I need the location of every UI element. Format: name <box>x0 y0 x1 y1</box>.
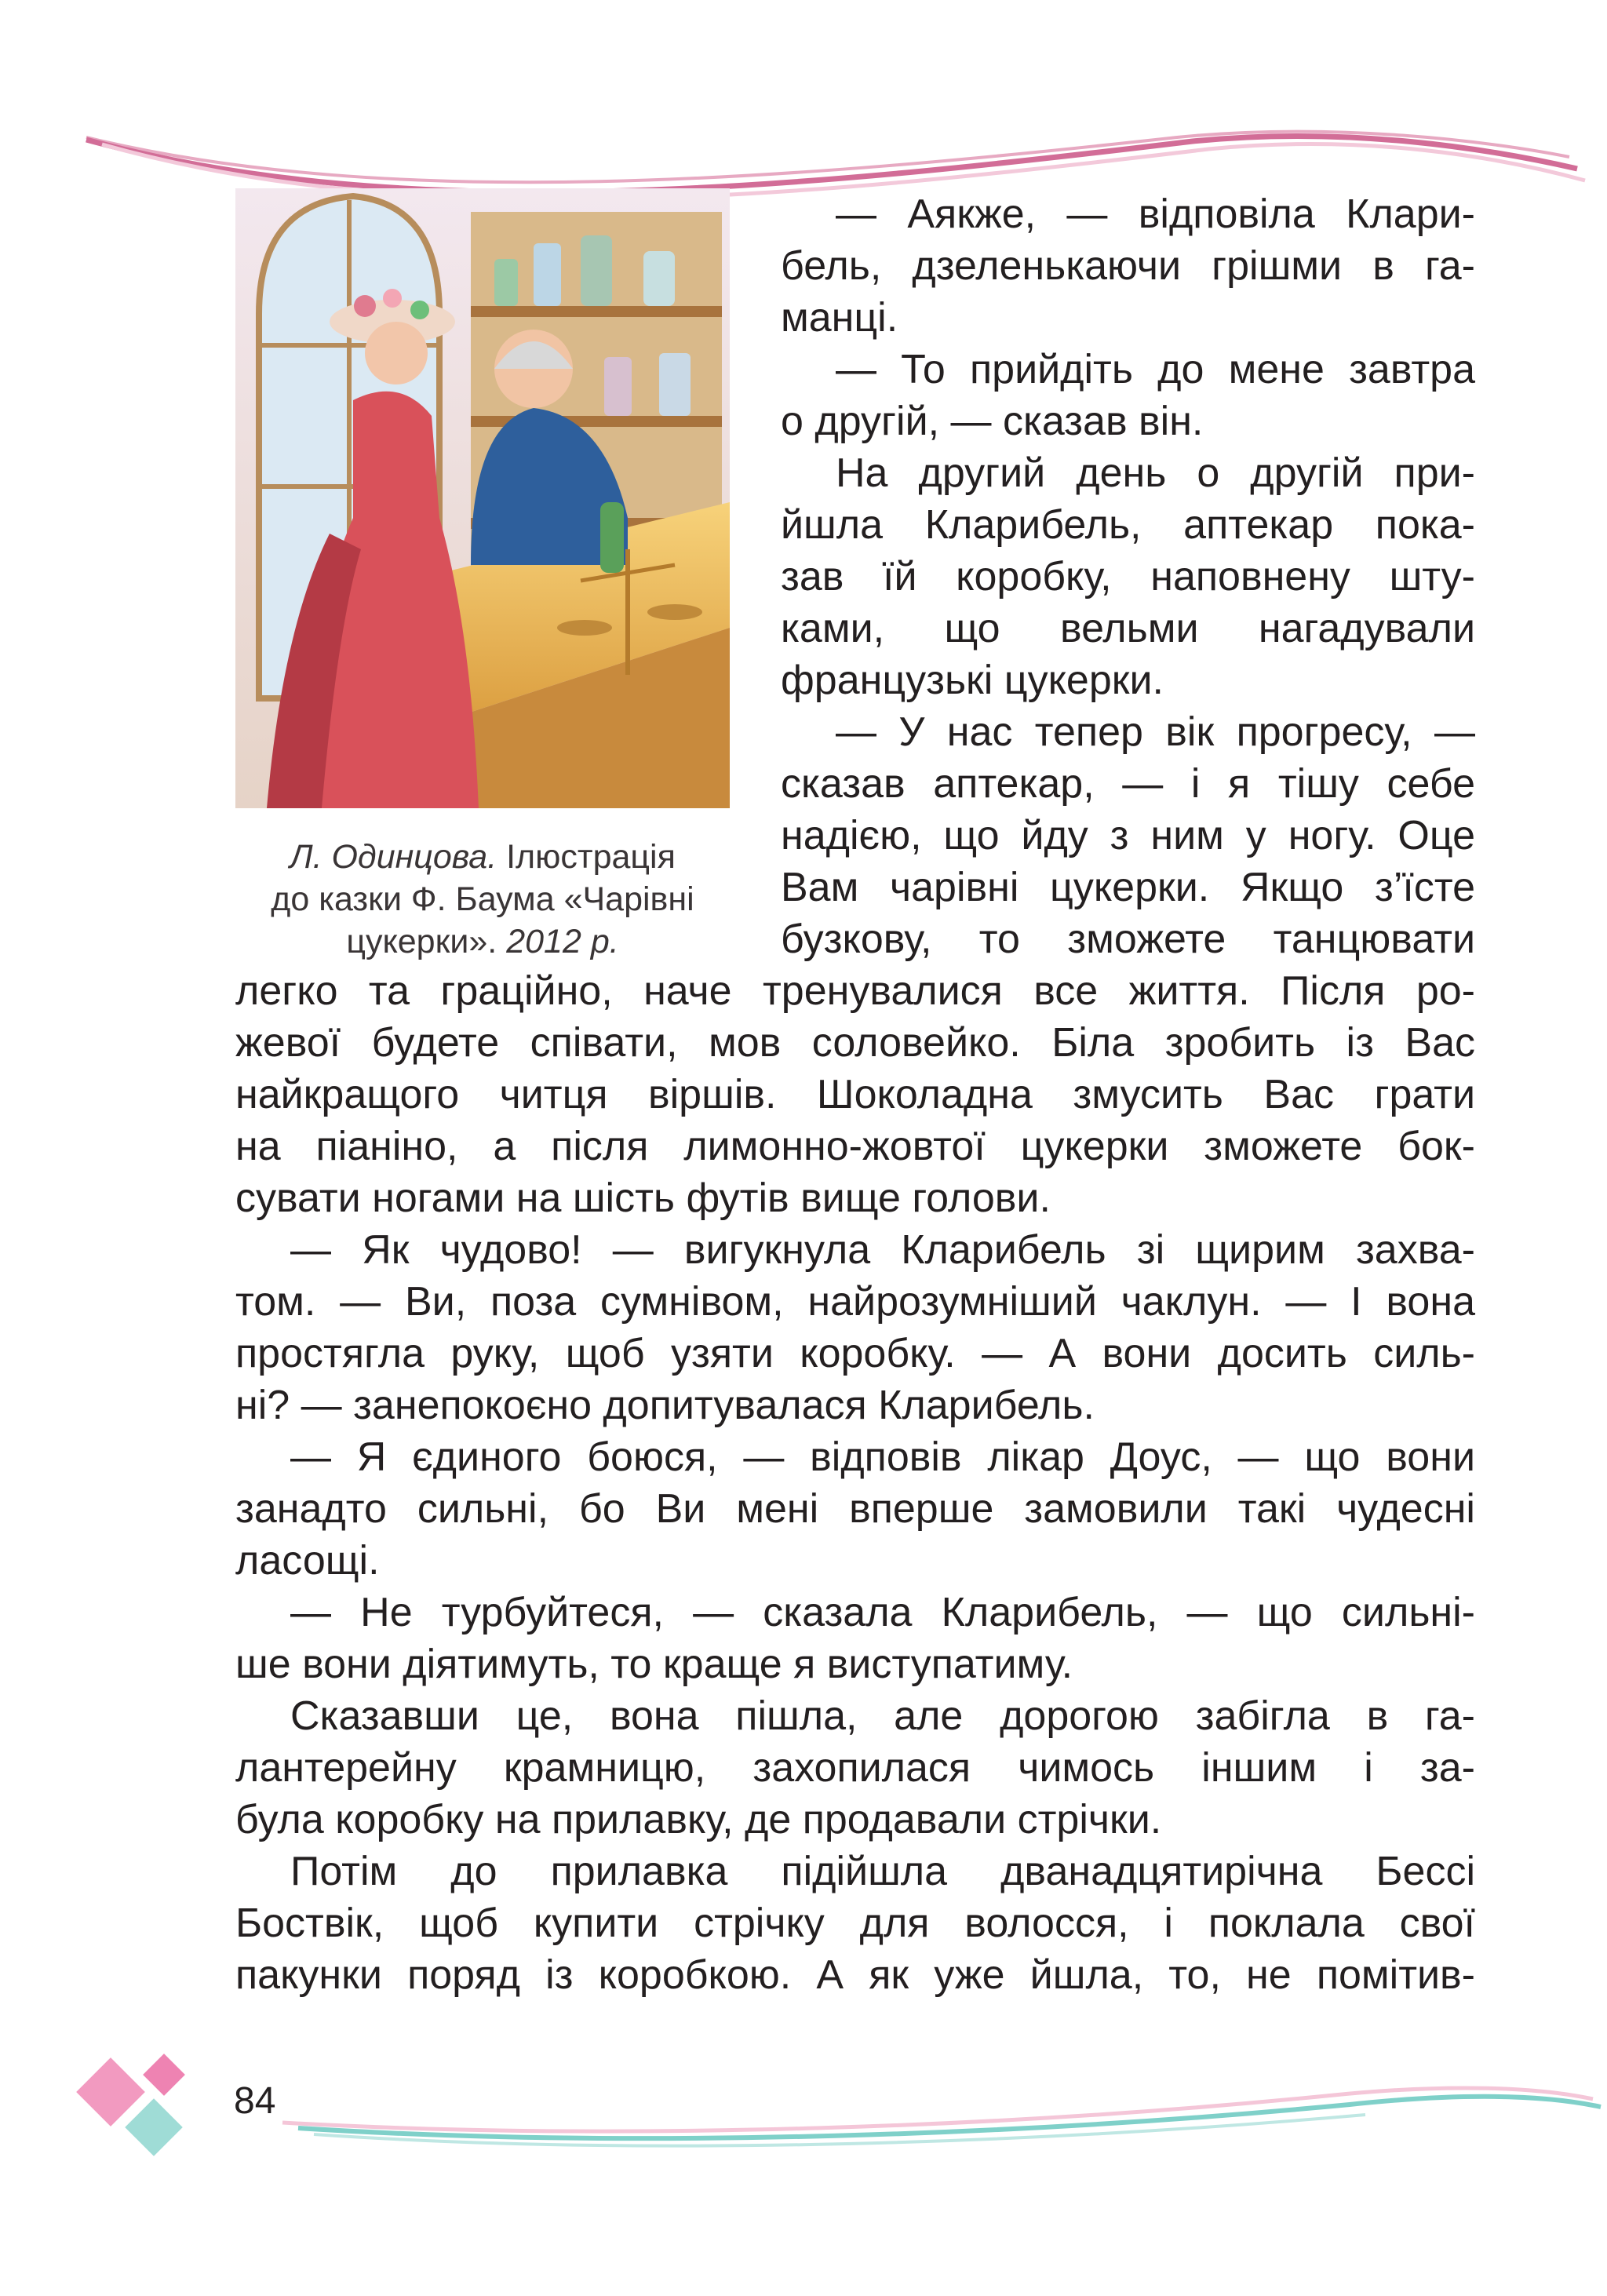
text-line: — Не турбуйтеся, — сказала Кларибель, — що сильні- <box>290 1590 1475 1635</box>
text-line: ласощі. <box>235 1538 380 1584</box>
page-number: 84 <box>234 2080 276 2122</box>
text-line: бель, дзеленькаючи грішми в га- <box>781 243 1475 289</box>
text-line: занадто сильні, бо Ви мені вперше замовили такі чудесні <box>235 1486 1475 1532</box>
text-line: на піаніно, а після лимонно-жовтої цукерки зможете бок- <box>235 1124 1475 1169</box>
text-line: ні? — занепокоєно допитувалася Кларибель. <box>235 1383 1095 1428</box>
text-line: о другій, — сказав він. <box>781 399 1204 444</box>
caption-author: Л. Одинцова. <box>290 838 497 876</box>
text-line: легко та граційно, наче тренувалися все життя. Після ро- <box>235 968 1475 1014</box>
diamond-decoration-icon <box>71 2032 212 2166</box>
text-line: йшла Кларибель, аптекар пока- <box>781 502 1475 548</box>
text-line: манці. <box>781 295 898 341</box>
text-line: надією, що йду з ним у ногу. Оце <box>781 813 1475 858</box>
text-line: ками, що вельми нагадували <box>781 606 1475 651</box>
text-line: ше вони діятимуть, то краще я виступатиму. <box>235 1642 1073 1687</box>
text-line: французькі цукерки. <box>781 658 1164 703</box>
text-line: зав їй коробку, наповнену шту- <box>781 554 1475 600</box>
text-line: сказав аптекар, — і я тішу себе <box>781 761 1475 807</box>
text-line: На другий день о другій при- <box>836 450 1475 496</box>
caption-line1-rest: Ілюстрація <box>497 838 676 876</box>
text-line: — То прийдіть до мене завтра <box>836 347 1475 392</box>
caption-line3-start: цукерки». <box>346 923 507 960</box>
text-line: була коробку на прилавку, де продавали стрічки. <box>235 1797 1162 1842</box>
illustration-caption <box>235 836 730 963</box>
text-line: пакунки поряд із коробкою. А як уже йшла, то, не помітив- <box>235 1952 1475 1998</box>
caption-year: 2012 р. <box>506 923 619 960</box>
text-line: жевої будете співати, мов соловейко. Біла зробить із Вас <box>235 1020 1475 1066</box>
text-line: Боствік, щоб купити стрічку для волосся, і поклала свої <box>235 1901 1475 1946</box>
pharmacy-illustration <box>235 188 730 808</box>
text-line: — Як чудово! — вигукнула Кларибель зі щирим захва- <box>290 1227 1475 1273</box>
text-line: найкращого читця віршів. Шоколадна змусить Вас грати <box>235 1072 1475 1117</box>
text-line: — У нас тепер вік прогресу, — <box>836 709 1475 755</box>
text-line: Сказавши це, вона пішла, але дорогою забігла в га- <box>290 1693 1475 1739</box>
text-line: — Аякже, — відповіла Клари- <box>836 191 1475 237</box>
text-line: Вам чарівні цукерки. Якщо з’їсте <box>781 865 1475 910</box>
text-line: Потім до прилавка підійшла дванадцятирічна Бессі <box>290 1849 1475 1894</box>
text-line: — Я єдиного боюся, — відповів лікар Доус, — що вони <box>290 1434 1475 1480</box>
text-line: том. — Ви, поза сумнівом, найрозумніший чаклун. — І вона <box>235 1279 1475 1325</box>
caption-line2: до казки Ф. Баума «Чарівні <box>271 880 694 918</box>
text-line: лантерейну крамницю, захопилася чимось іншим і за- <box>235 1745 1475 1791</box>
text-line: сувати ногами на шість футів вище голови. <box>235 1175 1051 1221</box>
text-line: бузкову, то зможете танцювати <box>781 917 1475 962</box>
text-line: простягла руку, щоб узяти коробку. — А вони досить силь- <box>235 1331 1475 1376</box>
